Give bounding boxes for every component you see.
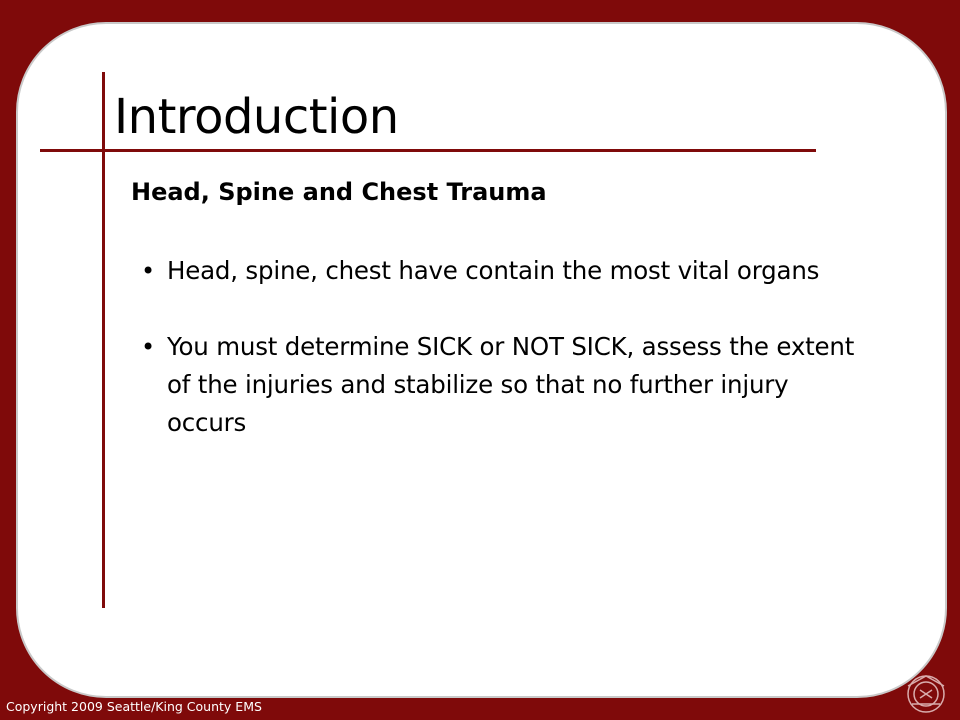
slide-subtitle: Head, Spine and Chest Trauma bbox=[131, 178, 547, 206]
bullet-item bbox=[139, 252, 869, 290]
bullet-item bbox=[139, 328, 869, 442]
bullet-dot-icon: • bbox=[141, 333, 155, 361]
bullet-text: Head, spine, chest have contain the most vital organs bbox=[167, 256, 820, 285]
vertical-accent-line bbox=[102, 72, 105, 608]
bullet-list bbox=[139, 252, 869, 480]
copyright-text: Copyright 2009 Seattle/King County EMS bbox=[6, 699, 262, 714]
slide-frame bbox=[0, 0, 960, 22]
king-county-seal-icon bbox=[898, 664, 954, 720]
slide-title: Introduction bbox=[114, 89, 399, 145]
bullet-dot-icon: • bbox=[141, 257, 155, 285]
bullet-text: You must determine SICK or NOT SICK, assess the extent of the injuries and stabilize so that no further injury occurs bbox=[167, 332, 855, 437]
